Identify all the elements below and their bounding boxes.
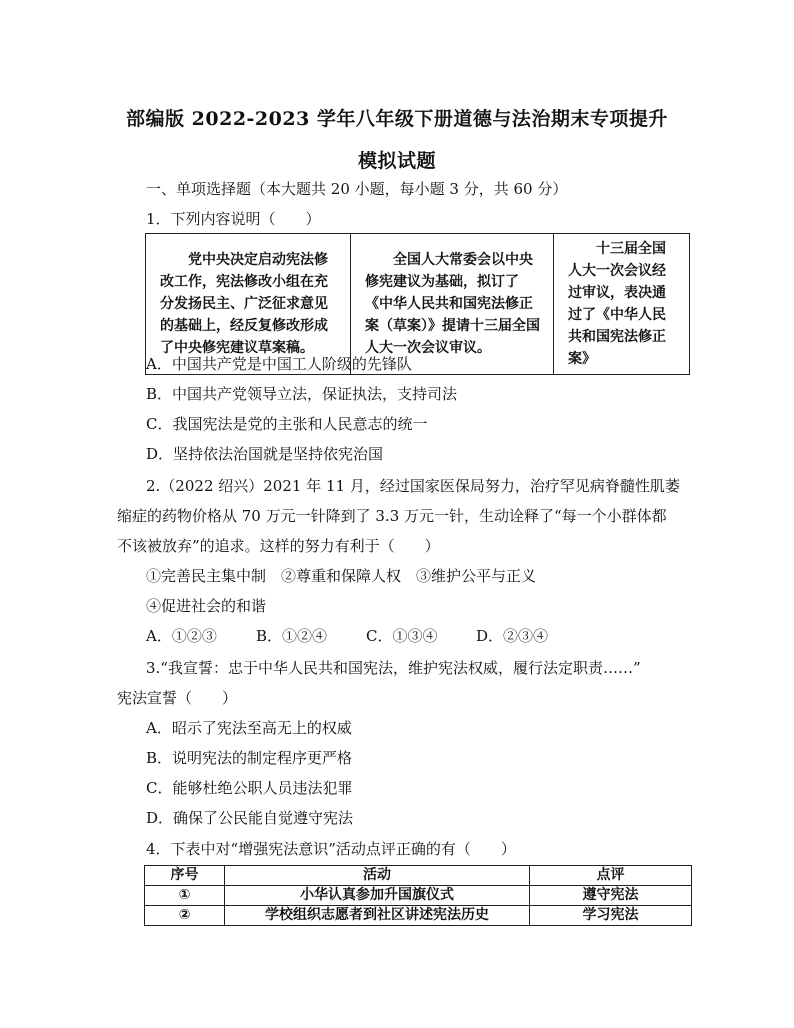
column-header: 点评 xyxy=(530,866,692,886)
question-4-stem: 4．下表中对“增强宪法意识”活动点评正确的有（ ） xyxy=(146,840,516,858)
table-row xyxy=(145,906,692,926)
section-heading: 一、单项选择题（本大题共 20 小题，每小题 3 分，共 60 分） xyxy=(146,180,568,198)
table-cell: 学校组织志愿者到社区讲述宪法历史 xyxy=(225,906,530,926)
question-2-statements: ④促进社会的和谐 xyxy=(146,597,267,615)
option-c: C．①③④ xyxy=(366,627,438,645)
table-cell: 十三届全国人大一次会议经过审议，表决通过了《中华人民共和国宪法修正案》 xyxy=(554,234,690,375)
option-a: A．中国共产党是中国工人阶级的先锋队 xyxy=(146,355,412,373)
option-b: B．说明宪法的制定程序更严格 xyxy=(146,749,353,767)
option-d: D．确保了公民能自觉遵守宪法 xyxy=(146,809,354,827)
table-cell: ② xyxy=(145,906,225,926)
table-row xyxy=(145,886,692,906)
question-2-stem-line: 不该被放弃”的追求。这样的努力有利于（ ） xyxy=(117,537,440,555)
table-cell: 学习宪法 xyxy=(530,906,692,926)
option-a: A．昭示了宪法至高无上的权威 xyxy=(146,719,352,737)
option-c: C．我国宪法是党的主张和人民意志的统一 xyxy=(146,415,428,433)
table-cell: 全国人大常委会以中央修宪建议为基础，拟订了《中华人民共和国宪法修正案（草案）》提请十三届全国人大一次会议审议。 xyxy=(351,234,554,375)
column-header: 活动 xyxy=(225,866,530,886)
option-d: D．②③④ xyxy=(476,627,549,645)
column-header: 序号 xyxy=(145,866,225,886)
option-a: A．①②③ xyxy=(146,627,217,645)
table-cell: 小华认真参加升国旗仪式 xyxy=(225,886,530,906)
question-2-stem-line: 2.（2022 绍兴）2021 年 11 月，经过国家医保局努力，治疗罕见病脊髓性肌萎 xyxy=(146,477,680,495)
option-c: C．能够杜绝公职人员违法犯罪 xyxy=(146,779,353,797)
question-2-options xyxy=(146,625,548,647)
option-b: B．①②④ xyxy=(256,627,328,645)
document-subtitle: 模拟试题 xyxy=(357,150,436,172)
table-cell: 党中央决定启动宪法修改工作，宪法修改小组在充分发扬民主、广泛征求意见的基础上，经反复修改形成了中央修宪建议草案稿。 xyxy=(146,234,351,375)
option-d: D．坚持依法治国就是坚持依宪治国 xyxy=(146,445,384,463)
question-3-stem-line: 宪法宣誓（ ） xyxy=(117,689,238,707)
question-1-stem: 1．下列内容说明（ ） xyxy=(146,210,321,228)
document-title: 部编版 2022-2023 学年八年级下册道德与法治期末专项提升 xyxy=(126,108,668,130)
question-2-stem-line: 缩症的药物价格从 70 万元一针降到了 3.3 万元一针，生动诠释了“每一个小群体都 xyxy=(117,507,667,525)
table-cell: ① xyxy=(145,886,225,906)
table-cell: 遵守宪法 xyxy=(530,886,692,906)
question-3-stem-line: 3.“我宣誓：忠于中华人民共和国宪法，维护宪法权威，履行法定职责……” xyxy=(146,659,641,677)
question-4-table xyxy=(144,865,692,926)
option-b: B．中国共产党领导立法，保证执法，支持司法 xyxy=(146,385,458,403)
table-header-row xyxy=(145,866,692,886)
question-2-statements: ①完善民主集中制 ②尊重和保障人权 ③维护公平与正义 xyxy=(146,567,537,585)
